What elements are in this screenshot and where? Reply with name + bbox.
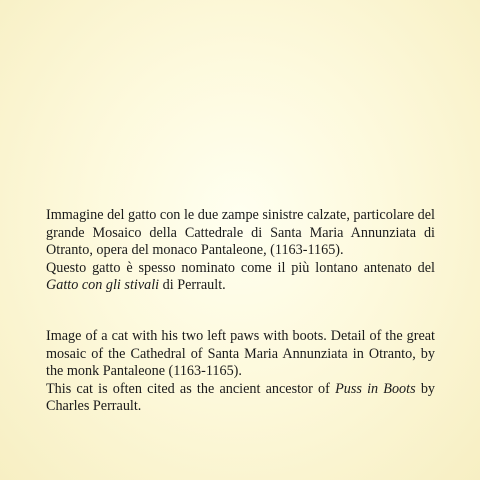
english-note-text: This cat is often cited as the ancient ancestor of [46,380,336,397]
italian-note-author: di Perrault. [159,277,226,294]
italian-note-text: Questo gatto è spesso nominato come il più lontano antenato del [46,259,435,276]
english-note-author: by Charles Perrault. [46,380,436,415]
italian-description: Immagine del gatto con le due zampe sinistre calzate, particolare del grande Mosaico della Cattedrale di Santa Maria Annunziata di Otranto, opera del monaco Pantaleone, (1163-1165). [46,207,435,259]
english-caption [46,328,435,416]
italian-work-title: Gatto con gli stivali [46,277,160,294]
italian-note [46,260,435,295]
italian-caption [46,207,435,295]
english-description: Image of a cat with his two left paws with boots. Detail of the great mosaic of the Cathedral of Santa Maria Annunziata in Otranto, by the monk Pantaleone (1163-1165). [46,328,435,380]
english-note [46,381,435,416]
english-work-title: Puss in Boots [335,380,416,397]
